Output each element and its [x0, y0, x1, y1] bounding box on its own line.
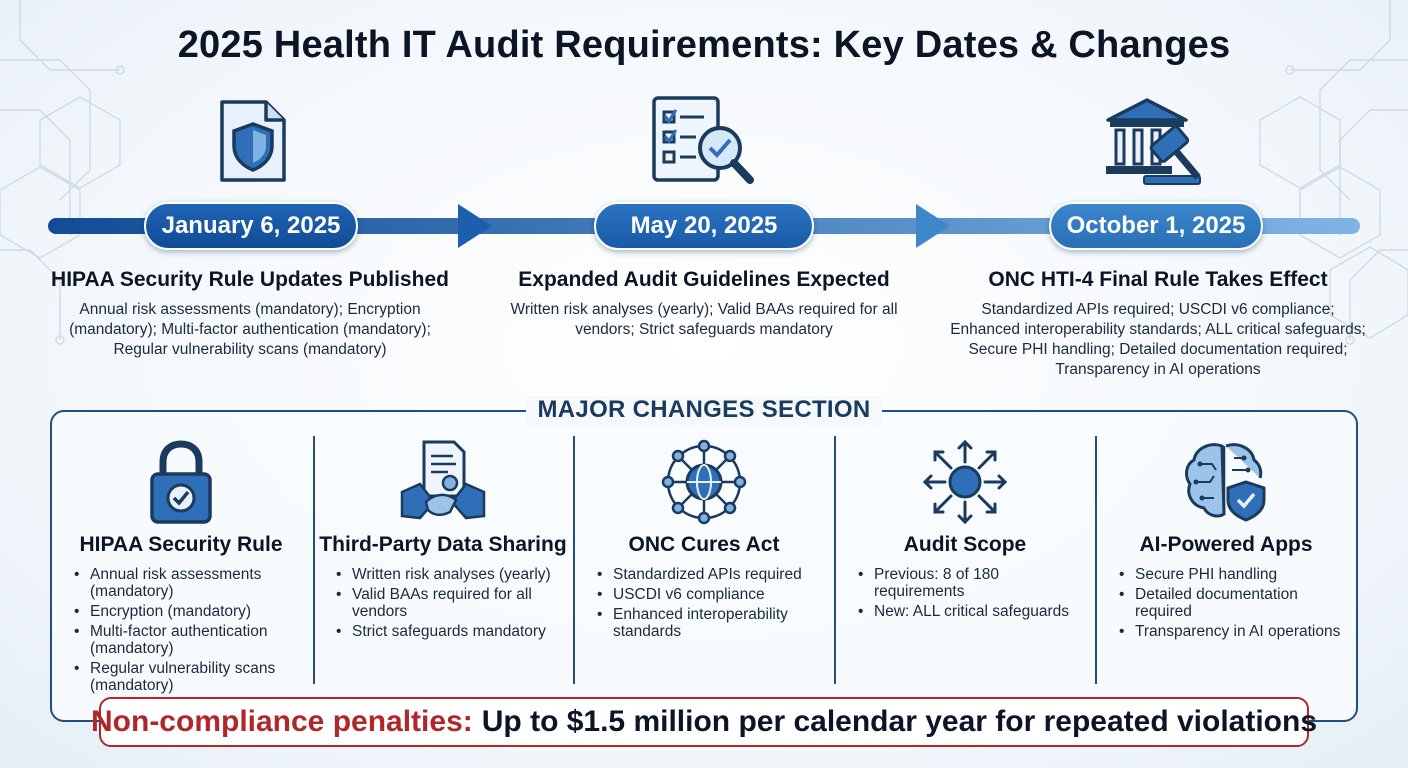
timeline-event-may — [502, 268, 906, 340]
change-list — [334, 566, 568, 643]
handshake-document-icon — [398, 436, 488, 528]
event-heading: Expanded Audit Guidelines Expected — [518, 268, 890, 291]
change-list — [595, 566, 829, 643]
date-pill-may: May 20, 2025 — [594, 202, 814, 250]
list-item: • Detailed documentation required — [1117, 586, 1351, 620]
change-heading: ONC Cures Act — [628, 533, 780, 556]
checklist-magnifier-icon — [646, 92, 758, 188]
column-divider — [834, 436, 836, 684]
courthouse-gavel-icon — [1102, 92, 1212, 186]
column-divider — [573, 436, 575, 684]
network-globe-icon — [660, 436, 748, 528]
major-changes-title: MAJOR CHANGES SECTION — [526, 396, 882, 426]
change-list — [72, 566, 306, 697]
penalty-banner — [91, 697, 1318, 747]
list-item: • Secure PHI handling — [1117, 566, 1351, 583]
penalty-text: Up to $1.5 million per calendar year for repeated violations — [481, 705, 1318, 738]
change-heading: HIPAA Security Rule — [79, 533, 283, 556]
column-divider — [313, 436, 315, 684]
penalty-lead: Non-compliance penalties: — [91, 705, 473, 738]
event-heading: HIPAA Security Rule Updates Published — [51, 268, 449, 291]
list-item: • Regular vulnerability scans (mandatory) — [72, 660, 306, 694]
change-heading: AI-Powered Apps — [1139, 533, 1313, 556]
expand-arrows-icon — [921, 436, 1009, 528]
ai-brain-shield-icon — [1182, 436, 1270, 528]
list-item: • Encryption (mandatory) — [72, 603, 306, 620]
event-heading: ONC HTI-4 Final Rule Takes Effect — [988, 268, 1328, 291]
change-heading: Audit Scope — [903, 533, 1027, 556]
event-description: Written risk analyses (yearly); Valid BAAs required for all vendors; Strict safeguards mandatory — [510, 301, 898, 338]
timeline-event-jan — [50, 268, 450, 360]
date-pill-jan: January 6, 2025 — [144, 202, 358, 250]
change-list — [1117, 566, 1351, 643]
list-item: • Strict safeguards mandatory — [334, 623, 568, 640]
list-item: • Previous: 8 of 180 requirements — [856, 566, 1090, 600]
column-divider — [1095, 436, 1097, 684]
shield-document-icon — [208, 92, 292, 188]
change-list — [856, 566, 1090, 623]
list-item: • Written risk analyses (yearly) — [334, 566, 568, 583]
date-pill-oct: October 1, 2025 — [1049, 202, 1263, 250]
list-item: • New: ALL critical safeguards — [856, 603, 1090, 620]
list-item: • Enhanced interoperability standards — [595, 606, 829, 640]
list-item: • Multi-factor authentication (mandatory) — [72, 623, 306, 657]
padlock-check-icon — [146, 436, 216, 528]
list-item: • Transparency in AI operations — [1117, 623, 1351, 640]
page-title: 2025 Health IT Audit Requirements: Key Dates & Changes — [177, 24, 1231, 66]
list-item: • Standardized APIs required — [595, 566, 829, 583]
change-heading: Third-Party Data Sharing — [319, 533, 567, 556]
event-description: Standardized APIs required; USCDI v6 compliance; Enhanced interoperability standards; ALL critical safeguards; Secure PHI handling; Detailed documentation required; Transparency in AI operations — [950, 301, 1366, 378]
list-item: • Annual risk assessments (mandatory) — [72, 566, 306, 600]
timeline-event-oct — [948, 268, 1368, 380]
event-description: Annual risk assessments (mandatory); Encryption (mandatory); Multi-factor authentication (mandatory); Regular vulnerability scans (mandatory) — [69, 301, 431, 358]
list-item: • USCDI v6 compliance — [595, 586, 829, 603]
list-item: • Valid BAAs required for all vendors — [334, 586, 568, 620]
